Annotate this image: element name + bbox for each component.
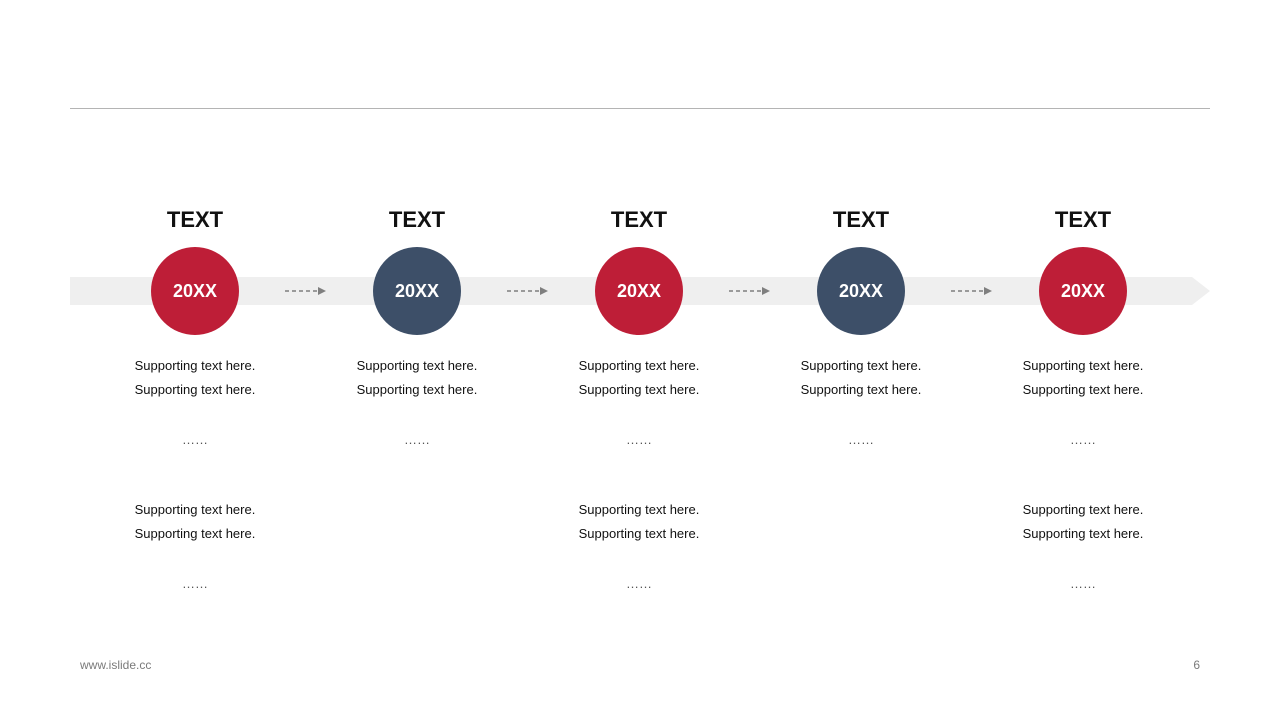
year-label: 20XX (394, 280, 440, 301)
year-label: 20XX (172, 280, 218, 301)
dashed-arrow-icon (506, 284, 550, 298)
ellipsis-text: …… (404, 432, 430, 447)
ellipsis-text: …… (626, 432, 652, 447)
ellipsis-text: …… (182, 576, 208, 591)
supporting-text-block (539, 354, 739, 448)
year-label: 20XX (1060, 280, 1106, 301)
stage-title: TEXT (166, 207, 224, 232)
supporting-text-block (983, 498, 1183, 592)
supporting-text-line: Supporting text here. (578, 358, 700, 373)
supporting-text-block (95, 354, 295, 448)
supporting-text-block (983, 354, 1183, 448)
ellipsis-text: …… (626, 576, 652, 591)
year-circle (595, 247, 683, 335)
stage-title: TEXT (388, 207, 446, 232)
supporting-text-line: Supporting text here. (134, 382, 256, 397)
footer-url[interactable]: www.islide.cc (80, 658, 152, 672)
year-circle (1039, 247, 1127, 335)
supporting-text-line: Supporting text here. (578, 502, 700, 517)
supporting-text-line: Supporting text here. (1022, 382, 1144, 397)
supporting-text-line: Supporting text here. (578, 526, 700, 541)
ellipsis-text: …… (1070, 576, 1096, 591)
ellipsis-text: …… (1070, 432, 1096, 447)
supporting-text-line: Supporting text here. (356, 382, 478, 397)
supporting-text-line: Supporting text here. (1022, 358, 1144, 373)
dashed-arrow-icon (950, 284, 994, 298)
year-circle (151, 247, 239, 335)
supporting-text-block (539, 498, 739, 592)
year-circle (373, 247, 461, 335)
ellipsis-text: …… (848, 432, 874, 447)
supporting-text-line: Supporting text here. (134, 502, 256, 517)
supporting-text-block (761, 354, 961, 448)
supporting-text-block (317, 354, 517, 448)
dashed-arrow-icon (728, 284, 772, 298)
supporting-text-block (95, 498, 295, 592)
supporting-text-line: Supporting text here. (578, 382, 700, 397)
dashed-arrow-icon (284, 284, 328, 298)
stage-title: TEXT (610, 207, 668, 232)
supporting-text-line: Supporting text here. (800, 382, 922, 397)
supporting-text-line: Supporting text here. (134, 358, 256, 373)
stage-title: TEXT (832, 207, 890, 232)
supporting-text-line: Supporting text here. (356, 358, 478, 373)
year-circle (817, 247, 905, 335)
stage-title: TEXT (1054, 207, 1112, 232)
year-label: 20XX (838, 280, 884, 301)
supporting-text-line: Supporting text here. (1022, 502, 1144, 517)
supporting-text-line: Supporting text here. (800, 358, 922, 373)
page-number: 6 (1193, 658, 1200, 672)
year-label: 20XX (616, 280, 662, 301)
header-divider (70, 108, 1210, 109)
ellipsis-text: …… (182, 432, 208, 447)
supporting-text-line: Supporting text here. (134, 526, 256, 541)
supporting-text-line: Supporting text here. (1022, 526, 1144, 541)
